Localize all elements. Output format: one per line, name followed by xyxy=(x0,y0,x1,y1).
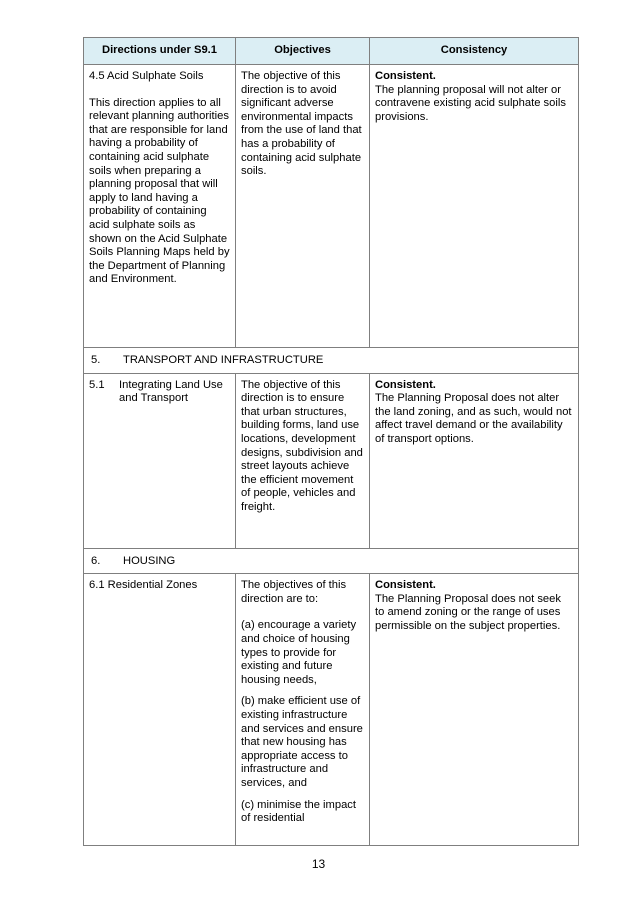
objective-cell xyxy=(236,574,370,846)
header-objectives: Objectives xyxy=(236,38,370,65)
objective-text: The objective of this direction is to ensure that urban structures, building forms, land use locations, development designs, subdivision and street layouts achieve the efficient movement of people, vehicles and freight. xyxy=(241,378,363,513)
objective-intro: The objectives of this direction are to: xyxy=(241,579,347,605)
consistency-table xyxy=(83,37,579,846)
consistency-text: The planning proposal will not alter or contravene existing acid sulphate soils provisions. xyxy=(375,83,566,123)
table-row xyxy=(84,373,579,548)
objective-text: The objective of this direction is to avoid significant adverse environmental impacts from the use of land that has a probability of containing acid sulphate soils. xyxy=(241,70,362,178)
header-directions: Directions under S9.1 xyxy=(84,38,236,65)
table-row xyxy=(84,574,579,846)
consistency-label: Consistent. xyxy=(375,378,436,391)
consistency-label: Consistent. xyxy=(375,579,436,592)
table-row xyxy=(84,65,579,348)
section-title: TRANSPORT AND INFRASTRUCTURE xyxy=(123,354,324,366)
objective-item-b: (b) make efficient use of existing infrastructure and services and ensure that new housing has appropriate access to infrastructure and services, and xyxy=(241,695,363,789)
consistency-text: The Planning Proposal does not alter the land zoning, and as such, would not affect travel demand or the availability of transport options. xyxy=(375,392,572,445)
direction-title: Integrating Land Use and Transport xyxy=(119,378,223,405)
section-number: 5. xyxy=(91,354,101,366)
consistency-label: Consistent. xyxy=(375,70,436,82)
direction-text: This direction applies to all relevant planning authorities that are responsible for land having a probability of containing acid sulphate soils when preparing a planning proposal that will apply to land having a probability of containing acid sulphate soils as shown on the Acid Sulphate Soils Planning Maps held by the Department of Planning and Environment. xyxy=(89,96,230,286)
direction-title: 6.1 Residential Zones xyxy=(89,579,198,592)
direction-cell xyxy=(84,65,236,348)
section-row-transport xyxy=(84,348,579,374)
section-title: HOUSING xyxy=(123,554,176,567)
direction-cell xyxy=(84,574,236,846)
section-row-housing xyxy=(84,548,579,574)
objective-cell xyxy=(236,65,370,348)
objective-item-a: (a) encourage a variety and choice of housing types to provide for existing and future housing needs, xyxy=(241,619,357,686)
section-number: 6. xyxy=(91,554,101,567)
page-number: 13 xyxy=(311,857,326,871)
table-header-row xyxy=(84,38,579,65)
direction-number: 5.1 xyxy=(89,378,105,391)
objective-item-c: (c) minimise the impact of residential xyxy=(241,798,357,825)
consistency-cell xyxy=(370,373,579,548)
direction-title: 4.5 Acid Sulphate Soils xyxy=(89,70,204,82)
consistency-text: The Planning Proposal does not seek to amend zoning or the range of uses permissible on the subject properties. xyxy=(375,592,561,632)
consistency-cell xyxy=(370,65,579,348)
objective-cell xyxy=(236,373,370,548)
header-consistency: Consistency xyxy=(370,38,579,65)
consistency-cell xyxy=(370,574,579,846)
direction-cell xyxy=(84,373,236,548)
